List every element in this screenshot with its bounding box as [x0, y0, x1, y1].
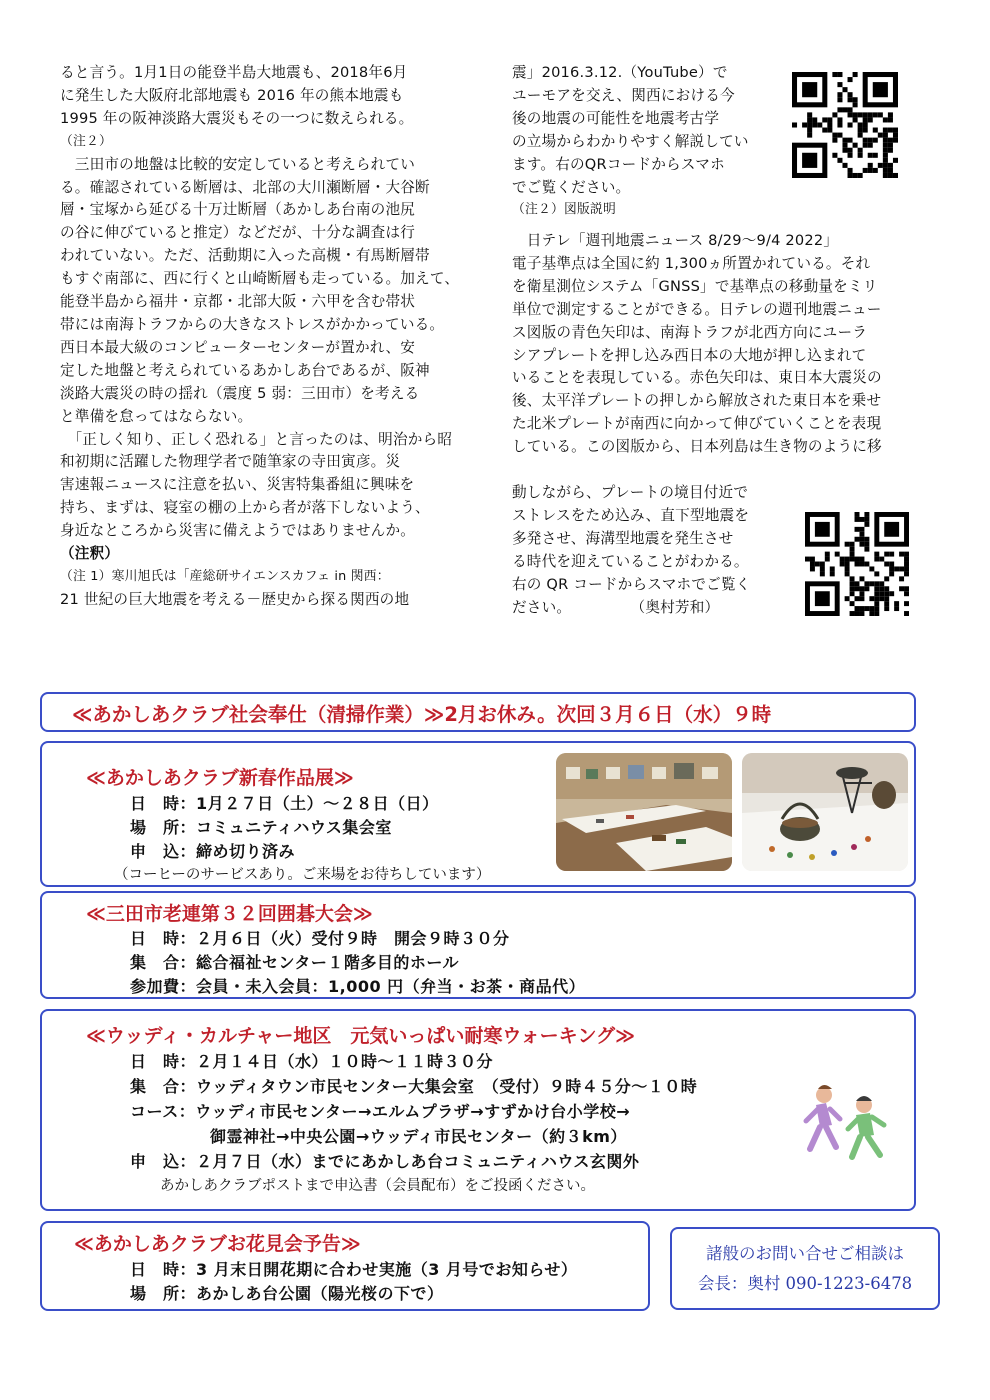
article-line: （注 1）寒川旭氏は「産総研サイエンスカフェ in 関西：	[60, 568, 390, 584]
article-line: （注２）図版説明	[512, 202, 616, 218]
article-line: いることを表現している。赤色矢印は、東日本大震災の	[512, 369, 882, 387]
hanami-title: ≪あかしあクラブお花見会予告≫	[74, 1233, 361, 1255]
article-line: 「正しく知り、正しく恐れる」と言ったのは、明治から昭	[60, 430, 453, 448]
walkers-illustration	[790, 1081, 900, 1161]
article-line: われていない。ただ、活動期に入った高槻・有馬断層帯	[60, 247, 430, 265]
go-tournament-title: ≪三田市老連第３２回囲碁大会≫	[86, 903, 373, 925]
article-line: 淡路大震災の時の揺れ（震度 5 弱：三田市）を考える	[60, 384, 420, 402]
article-line: ると言う。1月1日の能登半島大地震も、2018年6月	[60, 64, 408, 81]
walking-apply-note: あかしあクラブポストまで申込書（会員配布）をご投函ください。	[160, 1178, 595, 1194]
article-line: 単位で測定することができる。日テレの週刊地震ニュー	[512, 300, 882, 318]
go-tournament-date: 日 時：２月６日（火）受付９時 開会９時３０分	[130, 929, 510, 948]
article-line: でご覧ください。	[512, 178, 631, 196]
cleanup-banner	[40, 692, 916, 732]
article-right-column-bottom	[512, 482, 792, 619]
exhibition-artwork-photo	[742, 753, 908, 871]
exhibition-title: ≪あかしあクラブ新春作品展≫	[86, 767, 354, 789]
exhibition-note: （コーヒーのサービスあり。ご来場をお待ちしています）	[114, 867, 491, 883]
exhibition-date: 日 時：1月２７日（土）～２８日（日）	[130, 794, 439, 813]
exhibition-box	[40, 741, 916, 887]
walking-box	[40, 1009, 916, 1211]
exhibition-hall-photo	[556, 753, 732, 871]
article-line: 害速報ニュースに注意を払い、災害特集番組に興味を	[60, 476, 415, 494]
article-right-column-top	[512, 62, 774, 222]
walking-course: コース：ウッディ市民センター→エルムプラザ→すずかけ台小学校→	[130, 1102, 631, 1121]
qr-code-icon[interactable]	[805, 512, 909, 616]
article-line: もすぐ南部に、西に行くと山崎断層も走っている。加えて、	[60, 270, 460, 288]
article-line: 多発させ、海溝型地震を発生させ	[512, 529, 734, 547]
contact-phone[interactable]: 会長：奥村 090-1223-6478	[697, 1274, 913, 1293]
article-line: （注２）	[60, 133, 112, 149]
article-line: 帯には南海トラフからの大きなストレスがかかっている。	[60, 315, 445, 333]
article-line: と準備を怠ってはならない。	[60, 407, 253, 425]
article-line: の立場からわかりやすく解説してい	[512, 132, 749, 150]
article-line: る。確認されている断層は、北部の大川瀬断層・大谷断	[60, 178, 430, 196]
walking-meet: 集 合：ウッディタウン市民センター大集会室 （受付）９時４５分～１０時	[130, 1077, 698, 1096]
contact-line: 諸般のお問い合せご相談は	[706, 1244, 904, 1263]
article-line: 定した地盤と考えられているあかしあ台であるが、阪神	[60, 361, 430, 379]
walking-title: ≪ウッディ・カルチャー地区 元気いっぱい耐寒ウォーキング≫	[86, 1025, 635, 1047]
article-line: 西日本最大級のコンピューターセンターが置かれ、安	[60, 338, 416, 356]
go-tournament-box	[40, 891, 916, 999]
article-line: の谷に伸びていると推定）などだが、十分な調査は行	[60, 224, 416, 242]
article-line: している。この図版から、日本列島は生き物のように移	[512, 438, 882, 456]
article-line: を衛星測位システム「GNSS」で基準点の移動量をミリ	[512, 277, 878, 295]
article-line: た北米プレートが南西に向かって伸びていくことを表現	[512, 415, 882, 433]
article-line: 動しながら、プレートの境目付近で	[512, 484, 749, 501]
article-right-column-middle	[512, 230, 942, 459]
article-line: 震」2016.3.12.（YouTube）で	[512, 64, 728, 81]
walking-course-continued: 御霊神社→中央公園→ウッディ市民センター（約３km）	[210, 1127, 627, 1146]
exhibition-apply: 申 込：締め切り済み	[130, 842, 296, 861]
hanami-date: 日 時：3 月末日開花期に合わせ実施（3 月号でお知らせ）	[130, 1260, 578, 1279]
article-line: 和初期に活躍した物理学者で随筆家の寺田寅彦。災	[60, 453, 401, 471]
article-line: シアプレートを押し込み西日本の大地が押し込まれて	[512, 346, 867, 364]
article-line: ださい。 （奥村芳和）	[512, 598, 720, 616]
article-line: 日テレ「週刊地震ニュース 8/29～9/4 2022」	[512, 232, 839, 249]
article-line: （注釈）	[60, 545, 120, 563]
article-left-column	[60, 62, 500, 612]
hanami-place: 場 所：あかしあ台公園（陽光桜の下で）	[130, 1284, 444, 1303]
article-line: 電子基準点は全国に約 1,300ヵ所置かれている。それ	[512, 254, 871, 272]
article-line: ます。右のQRコードからスマホ	[512, 155, 725, 173]
walking-date: 日 時：２月１４日（水）１０時～１１時３０分	[130, 1052, 494, 1071]
article-line: 能登半島から福井・京都・北部大阪・六甲を含む帯状	[60, 293, 416, 311]
hanami-box	[40, 1221, 650, 1311]
cleanup-text: ≪あかしあクラブ社会奉仕（清掃作業）≫2月お休み。次回３月６日（水）９時	[72, 703, 772, 726]
article-line: ストレスをため込み、直下型地震を	[512, 506, 750, 524]
qr-code-icon[interactable]	[792, 72, 898, 178]
go-tournament-fee: 参加費：会員・未入会員：1,000 円（弁当・お茶・商品代）	[130, 977, 586, 996]
article-line: 後の地震の可能性を地震考古学	[512, 109, 720, 127]
walking-apply: 申 込：２月７日（水）までにあかしあ台コミュニティハウス玄関外	[130, 1152, 640, 1171]
exhibition-place: 場 所：コミュニティハウス集会室	[130, 818, 392, 837]
article-line: 1995 年の阪神淡路大震災もその一つに数えられる。	[60, 109, 414, 127]
article-line: 層・宝塚から延びる十万辻断層（あかしあ台南の池尻	[60, 201, 416, 219]
article-line: る時代を迎えていることがわかる。	[512, 552, 749, 570]
article-line: 21 世紀の巨大地震を考える－歴史から探る関西の地	[60, 590, 410, 608]
article-line: ス図版の青色矢印は、南海トラフが北西方向にユーラ	[512, 323, 868, 341]
article-line: 三田市の地盤は比較的安定していると考えられてい	[60, 155, 416, 173]
article-line: 身近なところから災害に備えようではありませんか。	[60, 522, 416, 540]
contact-box	[670, 1227, 940, 1310]
article-line: 右の QR コードからスマホでご覧く	[512, 575, 751, 593]
article-line: ユーモアを交え、関西における今	[512, 86, 735, 104]
article-line: 持ち、まずは、寝室の棚の上から者が落下しないよう、	[60, 499, 430, 517]
article-line: に発生した大阪府北部地震も 2016 年の熊本地震も	[60, 86, 404, 104]
go-tournament-meet: 集 合：総合福祉センター１階多目的ホール	[130, 953, 460, 972]
article-line: 後、太平洋プレートの押しから解放された東日本を乗せ	[512, 392, 882, 410]
